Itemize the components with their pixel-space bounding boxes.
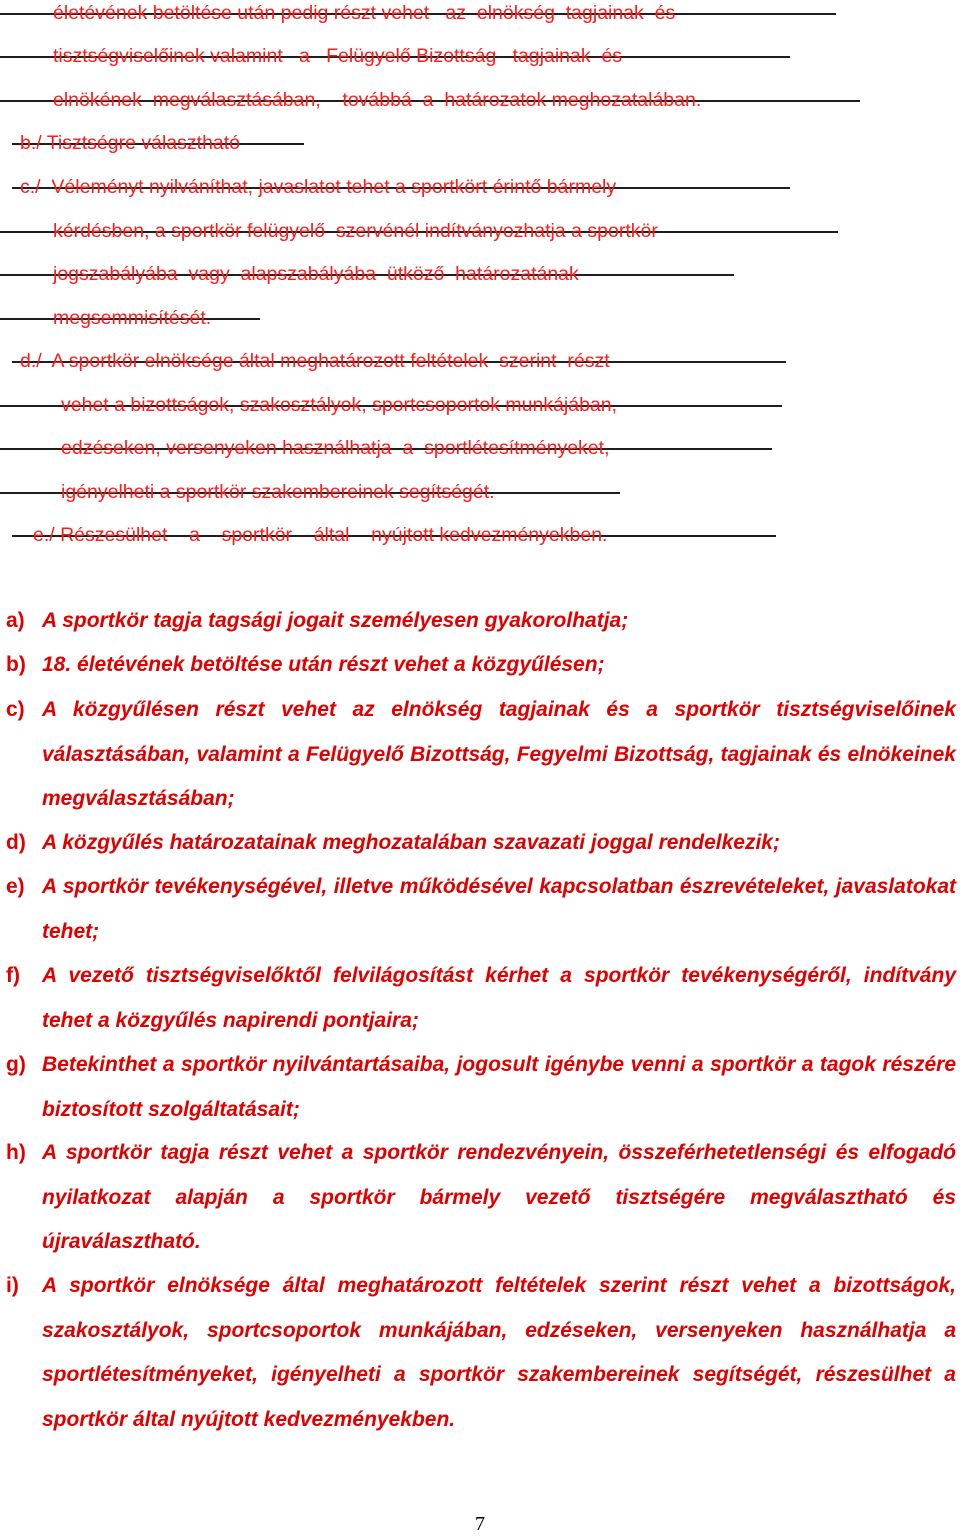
deleted-line <box>0 479 620 505</box>
deleted-line <box>0 87 860 113</box>
deleted-line-text: e./ Részesülhet a sportkör által nyújtott kedvezményekben. <box>33 524 608 546</box>
list-item-text: A sportkör tagja tagsági jogait személyesen gyakorolhatja; <box>42 609 629 632</box>
deleted-line-text: igényelheti a sportkör szakembereinek segítségét. <box>61 481 495 503</box>
list-marker: b) <box>6 653 26 676</box>
list-item <box>0 954 960 1043</box>
deleted-line-text: megsemmisítését. <box>53 307 212 329</box>
list-item <box>0 643 960 688</box>
deleted-line <box>0 261 734 287</box>
list-item-text: Betekinthet a sportkör nyilvántartásaiba, jogosult igénybe venni a sportkör a tagok részére biztosított szolgáltatásait; <box>42 1053 956 1121</box>
list-item <box>0 1043 960 1132</box>
list-item-text: A sportkör tevékenységével, illetve működésével kapcsolatban észrevételeket, javaslatokat tehet; <box>42 875 956 943</box>
list-marker: f) <box>6 964 20 987</box>
deleted-line-text: kérdésben, a sportkör felügyelő szervénél indítványozhatja a sportkör <box>53 220 658 242</box>
list-item <box>0 688 960 822</box>
list-item <box>0 821 960 866</box>
deleted-line-text: jogszabályába vagy alapszabályába ütköző határozatának <box>53 263 579 285</box>
list-marker: i) <box>6 1274 19 1297</box>
deleted-line <box>12 348 786 374</box>
deleted-line <box>12 130 304 156</box>
list-marker: g) <box>6 1053 26 1076</box>
list-marker: c) <box>6 698 25 721</box>
list-item-text: A sportkör elnöksége által meghatározott feltételek szerint részt vehet a bizottságok, szakosztályok, sportcsoportok munkájában, edzéseken, versenyeken használhatja a sportlétesítményeket, igényelheti a sportkör szakembereinek segítségét, részesülhet a sportkör által nyújtott kedvezményekben. <box>42 1274 956 1431</box>
deleted-line-text: d./ A sportkör elnöksége által meghatározott feltételek szerint részt <box>20 350 610 372</box>
deleted-line-text: életévének betöltése után pedig részt vehet az elnökség tagjainak és <box>53 2 676 24</box>
list-item-text: A közgyűlés határozatainak meghozatalában szavazati joggal rendelkezik; <box>42 831 780 854</box>
list-item-text: A sportkör tagja részt vehet a sportkör rendezvényein, összeférhetetlenségi és elfogadó nyilatkozat alapján a sportkör bármely vezető tisztségére megválasztható és újraválasztható. <box>42 1141 956 1253</box>
deleted-line-text: c./ Véleményt nyilváníthat, javaslatot tehet a sportkört érintő bármely <box>20 176 617 198</box>
page-number: 7 <box>475 1513 485 1535</box>
deleted-line <box>0 0 836 26</box>
list-item-text: A közgyűlésen részt vehet az elnökség tagjainak és a sportkör tisztségviselőinek választásában, valamint a Felügyelő Bizottság, Fegyelmi Bizottság, tagjainak és elnökeinek megválasztásában; <box>42 698 956 810</box>
deleted-line <box>0 435 772 461</box>
list-marker: a) <box>6 609 25 632</box>
list-item-text: 18. életévének betöltése után részt vehet a közgyűlésen; <box>42 653 605 676</box>
list-marker: h) <box>6 1141 26 1164</box>
deleted-line <box>0 43 790 69</box>
deleted-line-text: b./ Tisztségre választható <box>20 132 241 154</box>
list-marker: e) <box>6 875 25 898</box>
deleted-line-text: edzéseken, versenyeken használhatja a sportlétesítményeket, <box>61 437 610 459</box>
list-marker: d) <box>6 831 26 854</box>
deleted-line-text: vehet a bizottságok, szakosztályok, sportcsoportok munkájában, <box>61 394 618 416</box>
list-item <box>0 1131 960 1265</box>
deleted-line <box>12 174 790 200</box>
deleted-line <box>0 305 260 331</box>
deleted-line <box>0 218 838 244</box>
deleted-line-text: elnökének megválasztásában, továbbá a határozatok meghozatalában. <box>53 89 702 111</box>
list-item <box>0 1264 960 1488</box>
deleted-line-text: tisztségviselőinek valamint a Felügyelő Bizottság tagjainak és <box>53 45 623 67</box>
list-item-text: A vezető tisztségviselőktől felvilágosítást kérhet a sportkör tevékenységéről, indítvány tehet a közgyűlés napirendi pontjaira; <box>42 964 956 1032</box>
deleted-line <box>0 392 782 418</box>
list-item <box>0 865 960 954</box>
list-item <box>0 599 960 644</box>
deleted-line <box>12 522 776 548</box>
